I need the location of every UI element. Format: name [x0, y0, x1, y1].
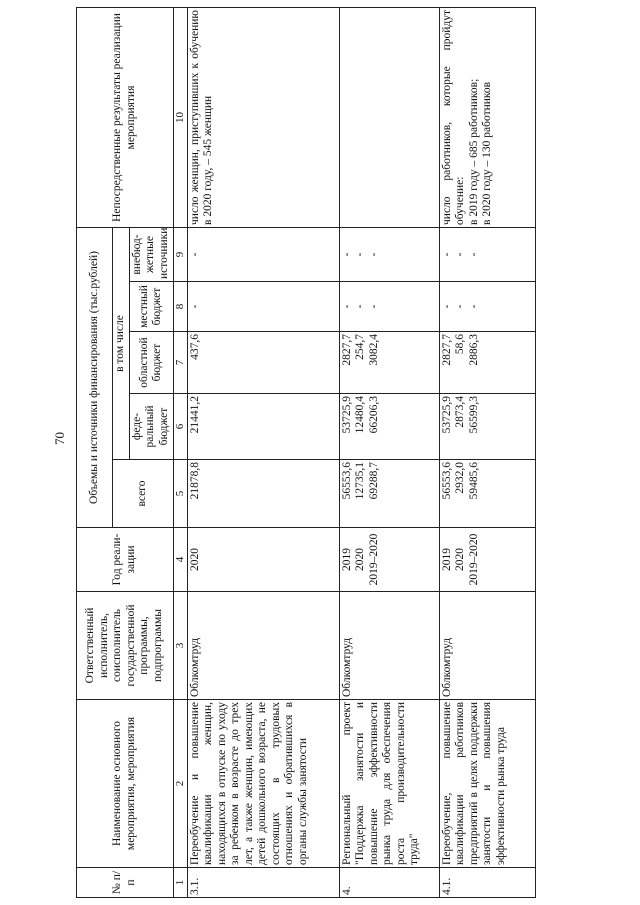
col-number: 2 — [173, 700, 187, 868]
row-total: 56553,6 2932,0 59485,6 — [439, 460, 535, 528]
header-local: местный бюджет — [129, 282, 173, 332]
col-number: 6 — [173, 394, 187, 460]
row-result — [339, 7, 439, 227]
row-name: Переобучение, повышение квалификации работников предприятий в целях поддержки занятости и повышения эффективности рынка труда — [439, 700, 535, 868]
table-row — [439, 7, 535, 897]
row-local: - - - — [439, 282, 535, 332]
row-total: 56553,6 12735,1 69288,7 — [339, 460, 439, 528]
row-local: - - - — [339, 282, 439, 332]
table-row — [339, 7, 439, 897]
row-regional: 437,6 — [187, 332, 339, 394]
header-name: Наименование основного мероприятия, мероприятия — [77, 700, 174, 868]
header-results: Непосредственные результаты реализации мероприятия — [77, 7, 174, 227]
row-regional: 2827,7 58,6 2886,3 — [439, 332, 535, 394]
row-executor: Облкомтруд — [339, 592, 439, 700]
header-executor: Ответственный исполнитель, соисполнитель государственной программы, подпрограммы — [77, 592, 174, 700]
col-number: 7 — [173, 332, 187, 394]
col-number: 10 — [173, 7, 187, 227]
table-row — [187, 7, 339, 897]
header-regional: областной бюджет — [129, 332, 173, 394]
row-local: - — [187, 282, 339, 332]
row-years: 2019 2020 2019–2020 — [439, 528, 535, 592]
header-total: всего — [113, 460, 174, 528]
column-number-row — [173, 7, 187, 897]
header-year: Год реали-зации — [77, 528, 174, 592]
header-num: № п/п — [77, 868, 174, 898]
row-extra: - — [187, 227, 339, 281]
row-federal: 53725,9 12480,4 66206,3 — [339, 394, 439, 460]
row-name: Региональный проект "Поддержка занятости и повышение эффективности рынка труда для обеспечения роста производительности труда" — [339, 700, 439, 868]
header-federal: феде-ральный бюджет — [129, 394, 173, 460]
col-number: 5 — [173, 460, 187, 528]
row-regional: 2827,7 254,7 3082,4 — [339, 332, 439, 394]
row-extra: - - - — [439, 227, 535, 281]
row-name: Переобучение и повышение квалификации женщин, находящихся в отпуске по уходу за ребенком в возрасте до трех лет, а также женщин, имеющих детей дошкольного возраста, не состоящих в трудовых отношениях и обратившихся в органы службы занятости — [187, 700, 339, 868]
funding-table-sheet — [76, 8, 528, 898]
header-extra: внебюд-жетные источники — [129, 227, 173, 281]
funding-table — [76, 7, 536, 898]
row-extra: - - - — [339, 227, 439, 281]
col-number: 4 — [173, 528, 187, 592]
row-executor: Облкомтруд — [187, 592, 339, 700]
col-number: 1 — [173, 868, 187, 898]
row-result: число женщин, приступивших к обучению в 2020 году, – 545 женщин — [187, 7, 339, 227]
col-number: 8 — [173, 282, 187, 332]
row-result: число работников, которые пройдут обучение: в 2019 году – 685 работников; в 2020 году – 130 работников — [439, 7, 535, 227]
header-funding: Объемы и источники финансирования (тыс.рублей) — [77, 227, 113, 527]
row-num: 3.1. — [187, 868, 339, 898]
row-federal: 21441,2 — [187, 394, 339, 460]
row-total: 21878,8 — [187, 460, 339, 528]
header-including: в том числе — [113, 227, 130, 459]
row-num: 4.1. — [439, 868, 535, 898]
row-federal: 53725,9 2873,4 56599,3 — [439, 394, 535, 460]
row-num: 4. — [339, 868, 439, 898]
row-years: 2019 2020 2019–2020 — [339, 528, 439, 592]
row-years: 2020 — [187, 528, 339, 592]
col-number: 9 — [173, 227, 187, 281]
row-executor: Облкомтруд — [439, 592, 535, 700]
col-number: 3 — [173, 592, 187, 700]
page-number: 70 — [52, 432, 67, 445]
